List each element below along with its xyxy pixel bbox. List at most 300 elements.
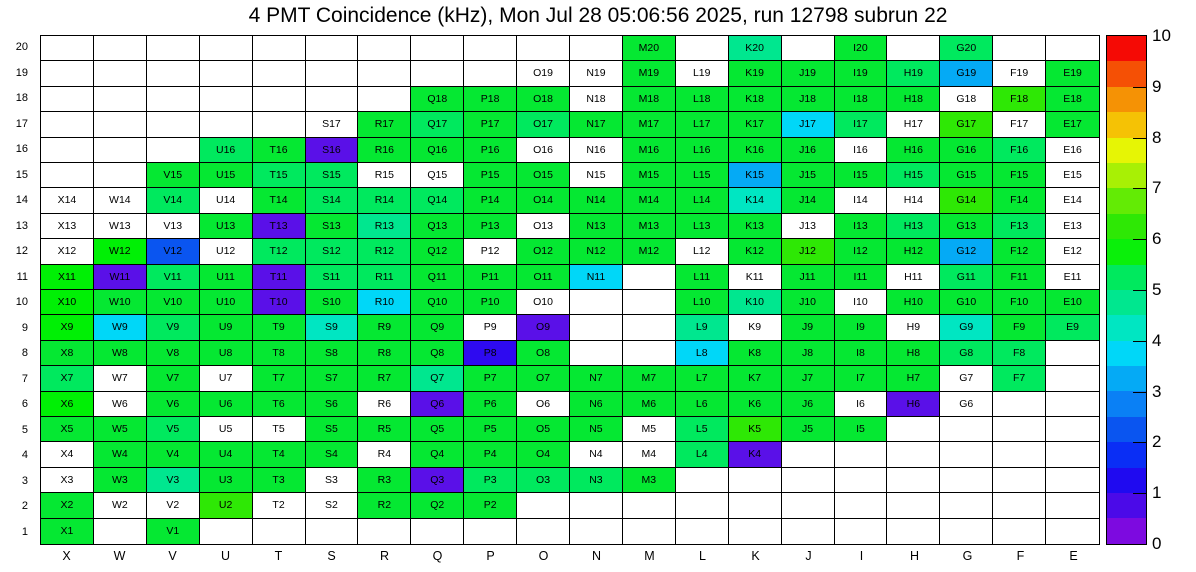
heatmap-cell-Q13: Q13 [411, 214, 464, 239]
colorbar-tick [1133, 239, 1146, 240]
heatmap-cell-empty [1046, 442, 1099, 467]
heatmap-cell-E17: E17 [1046, 112, 1099, 137]
colorbar-tick [1133, 138, 1146, 139]
x-tick-label: G [962, 549, 973, 563]
heatmap-cell-O17: O17 [517, 112, 570, 137]
x-tick-label: K [751, 549, 760, 563]
heatmap-cell-empty [306, 519, 359, 544]
y-tick-label: 15 [15, 168, 28, 181]
heatmap-cell-J6: J6 [782, 392, 835, 417]
heatmap-cell-V10: V10 [147, 290, 200, 315]
heatmap-cell-Q16: Q16 [411, 138, 464, 163]
x-tick-label: R [379, 549, 390, 563]
x-tick-label: E [1069, 549, 1078, 563]
colorbar-tick-label: 0 [1152, 534, 1162, 553]
colorbar-band [1107, 265, 1146, 290]
heatmap-cell-G14: G14 [940, 188, 993, 213]
heatmap-cell-J12: J12 [782, 239, 835, 264]
heatmap-cell-I11: I11 [835, 265, 888, 290]
colorbar-tick [1133, 341, 1146, 342]
colorbar-band [1107, 188, 1146, 213]
heatmap-cell-F18: F18 [993, 87, 1046, 112]
heatmap-cell-R2: R2 [358, 493, 411, 518]
heatmap-cell-empty [517, 36, 570, 61]
heatmap-cell-empty [411, 61, 464, 86]
heatmap-cell-V3: V3 [147, 468, 200, 493]
heatmap-cell-S13: S13 [306, 214, 359, 239]
heatmap-cell-S11: S11 [306, 265, 359, 290]
heatmap-cell-W12: W12 [94, 239, 147, 264]
heatmap-cell-G11: G11 [940, 265, 993, 290]
heatmap-cell-P5: P5 [464, 417, 517, 442]
heatmap-cell-empty [253, 36, 306, 61]
heatmap-cell-P2: P2 [464, 493, 517, 518]
heatmap-cell-K15: K15 [729, 163, 782, 188]
heatmap-cell-V2: V2 [147, 493, 200, 518]
y-tick-label: 12 [15, 245, 28, 257]
heatmap-cell-Q12: Q12 [411, 239, 464, 264]
heatmap-cell-R11: R11 [358, 265, 411, 290]
heatmap-cell-empty [782, 493, 835, 518]
heatmap-cell-R14: R14 [358, 188, 411, 213]
heatmap-cell-empty [41, 87, 94, 112]
heatmap-cell-F10: F10 [993, 290, 1046, 315]
heatmap-cell-O8: O8 [517, 341, 570, 366]
heatmap-cell-empty [623, 519, 676, 544]
colorbar-tick-label: 8 [1152, 127, 1162, 147]
heatmap-cell-F8: F8 [993, 341, 1046, 366]
heatmap-cell-empty [1046, 341, 1099, 366]
heatmap-cell-G15: G15 [940, 163, 993, 188]
heatmap-cell-P14: P14 [464, 188, 517, 213]
heatmap-cell-W11: W11 [94, 265, 147, 290]
heatmap-cell-empty [835, 442, 888, 467]
heatmap-cell-H17: H17 [887, 112, 940, 137]
heatmap-cell-H7: H7 [887, 366, 940, 391]
heatmap-cell-X5: X5 [41, 417, 94, 442]
heatmap-cell-I13: I13 [835, 214, 888, 239]
heatmap-cell-U13: U13 [200, 214, 253, 239]
heatmap-cell-U8: U8 [200, 341, 253, 366]
heatmap-cell-P10: P10 [464, 290, 517, 315]
heatmap-cell-empty [940, 468, 993, 493]
heatmap-cell-R7: R7 [358, 366, 411, 391]
heatmap-cell-W10: W10 [94, 290, 147, 315]
heatmap-cell-L18: L18 [676, 87, 729, 112]
heatmap-cell-empty [993, 36, 1046, 61]
heatmap-cell-N4: N4 [570, 442, 623, 467]
heatmap-cell-S8: S8 [306, 341, 359, 366]
y-tick-label: 6 [21, 398, 28, 410]
heatmap-cell-empty [1046, 36, 1099, 61]
heatmap-cell-O13: O13 [517, 214, 570, 239]
heatmap-cell-empty [623, 341, 676, 366]
heatmap-cell-empty [570, 36, 623, 61]
heatmap-cell-empty [1046, 417, 1099, 442]
x-tick-label: T [274, 549, 283, 563]
heatmap-cell-J8: J8 [782, 341, 835, 366]
heatmap-cell-empty [623, 290, 676, 315]
heatmap-cell-empty [1046, 366, 1099, 391]
heatmap-cell-V7: V7 [147, 366, 200, 391]
y-tick-label: 16 [15, 143, 28, 155]
heatmap-cell-U15: U15 [200, 163, 253, 188]
heatmap-cell-T16: T16 [253, 138, 306, 163]
heatmap-cell-P6: P6 [464, 392, 517, 417]
heatmap-cell-P3: P3 [464, 468, 517, 493]
heatmap-cell-W3: W3 [94, 468, 147, 493]
heatmap-cell-E15: E15 [1046, 163, 1099, 188]
heatmap-cell-H9: H9 [887, 315, 940, 340]
y-tick-label: 17 [15, 117, 28, 130]
heatmap-cell-J10: J10 [782, 290, 835, 315]
heatmap-cell-empty [517, 493, 570, 518]
heatmap-cell-empty [94, 138, 147, 163]
x-tick-label: W [113, 549, 126, 563]
heatmap-cell-H13: H13 [887, 214, 940, 239]
heatmap-cell-empty [570, 290, 623, 315]
heatmap-cell-N12: N12 [570, 239, 623, 264]
heatmap-cell-empty [41, 36, 94, 61]
heatmap-cell-empty [835, 493, 888, 518]
heatmap-cell-Q7: Q7 [411, 366, 464, 391]
heatmap-cell-X12: X12 [41, 239, 94, 264]
heatmap-cell-G17: G17 [940, 112, 993, 137]
heatmap-cell-R10: R10 [358, 290, 411, 315]
heatmap-cell-empty [411, 36, 464, 61]
colorbar-band [1107, 239, 1146, 264]
heatmap-cell-empty [940, 442, 993, 467]
heatmap-cell-L5: L5 [676, 417, 729, 442]
heatmap-cell-empty [464, 36, 517, 61]
colorbar-band [1107, 417, 1146, 442]
heatmap-cell-empty [676, 493, 729, 518]
heatmap-cell-empty [940, 417, 993, 442]
heatmap-cell-empty [835, 468, 888, 493]
heatmap-cell-empty [940, 519, 993, 544]
heatmap-grid [40, 35, 1100, 545]
colorbar-band [1107, 138, 1146, 163]
x-tick-label: F [1016, 549, 1025, 563]
heatmap-cell-X11: X11 [41, 265, 94, 290]
heatmap-cell-L4: L4 [676, 442, 729, 467]
heatmap-cell-U16: U16 [200, 138, 253, 163]
heatmap-cell-X4: X4 [41, 442, 94, 467]
heatmap-cell-P7: P7 [464, 366, 517, 391]
heatmap-cell-T10: T10 [253, 290, 306, 315]
heatmap-cell-H12: H12 [887, 239, 940, 264]
heatmap-cell-G19: G19 [940, 61, 993, 86]
heatmap-cell-M19: M19 [623, 61, 676, 86]
heatmap-cell-empty [887, 519, 940, 544]
heatmap-cell-empty [887, 36, 940, 61]
heatmap-cell-empty [358, 61, 411, 86]
heatmap-cell-empty [94, 112, 147, 137]
heatmap-cell-M16: M16 [623, 138, 676, 163]
heatmap-cell-O11: O11 [517, 265, 570, 290]
x-tick-label: X [62, 549, 71, 563]
heatmap-cell-X2: X2 [41, 493, 94, 518]
heatmap-cell-Q4: Q4 [411, 442, 464, 467]
heatmap-cell-empty [147, 87, 200, 112]
colorbar-tick [1133, 392, 1146, 393]
heatmap-cell-O4: O4 [517, 442, 570, 467]
heatmap-cell-empty [1046, 519, 1099, 544]
heatmap-cell-T12: T12 [253, 239, 306, 264]
heatmap-cell-empty [147, 138, 200, 163]
heatmap-cell-K8: K8 [729, 341, 782, 366]
heatmap-cell-W7: W7 [94, 366, 147, 391]
heatmap-cell-empty [94, 519, 147, 544]
heatmap-cell-Q10: Q10 [411, 290, 464, 315]
heatmap-cell-J14: J14 [782, 188, 835, 213]
heatmap-cell-R8: R8 [358, 341, 411, 366]
heatmap-cell-I17: I17 [835, 112, 888, 137]
heatmap-cell-U3: U3 [200, 468, 253, 493]
colorbar-band [1107, 87, 1146, 112]
heatmap-cell-X13: X13 [41, 214, 94, 239]
heatmap-cell-R17: R17 [358, 112, 411, 137]
heatmap-cell-empty [94, 61, 147, 86]
heatmap-cell-I14: I14 [835, 188, 888, 213]
heatmap-cell-U7: U7 [200, 366, 253, 391]
heatmap-cell-L17: L17 [676, 112, 729, 137]
heatmap-cell-F15: F15 [993, 163, 1046, 188]
heatmap-cell-O12: O12 [517, 239, 570, 264]
heatmap-cell-T3: T3 [253, 468, 306, 493]
heatmap-cell-L7: L7 [676, 366, 729, 391]
heatmap-cell-empty [41, 138, 94, 163]
heatmap-cell-I6: I6 [835, 392, 888, 417]
heatmap-cell-V15: V15 [147, 163, 200, 188]
heatmap-cell-M15: M15 [623, 163, 676, 188]
heatmap-cell-empty [729, 468, 782, 493]
heatmap-cell-P18: P18 [464, 87, 517, 112]
heatmap-cell-K13: K13 [729, 214, 782, 239]
heatmap-cell-J19: J19 [782, 61, 835, 86]
heatmap-cell-E13: E13 [1046, 214, 1099, 239]
heatmap-cell-empty [200, 112, 253, 137]
heatmap-cell-S9: S9 [306, 315, 359, 340]
y-tick-label: 11 [16, 270, 28, 283]
heatmap-cell-V13: V13 [147, 214, 200, 239]
heatmap-cell-F19: F19 [993, 61, 1046, 86]
colorbar-band [1107, 214, 1146, 239]
heatmap-cell-empty [306, 36, 359, 61]
heatmap-cell-G6: G6 [940, 392, 993, 417]
colorbar-tick-label: 10 [1152, 26, 1171, 45]
heatmap-cell-T7: T7 [253, 366, 306, 391]
heatmap-cell-E19: E19 [1046, 61, 1099, 86]
heatmap-cell-N18: N18 [570, 87, 623, 112]
heatmap-cell-X7: X7 [41, 366, 94, 391]
heatmap-cell-N13: N13 [570, 214, 623, 239]
heatmap-cell-I10: I10 [835, 290, 888, 315]
heatmap-cell-K20: K20 [729, 36, 782, 61]
y-tick-label: 18 [15, 92, 28, 104]
heatmap-cell-O10: O10 [517, 290, 570, 315]
heatmap-cell-Q11: Q11 [411, 265, 464, 290]
heatmap-cell-K9: K9 [729, 315, 782, 340]
heatmap-cell-empty [676, 36, 729, 61]
colorbar-tick-label: 9 [1152, 76, 1162, 96]
heatmap-cell-P4: P4 [464, 442, 517, 467]
heatmap-cell-K16: K16 [729, 138, 782, 163]
heatmap-cell-P11: P11 [464, 265, 517, 290]
heatmap-cell-K11: K11 [729, 265, 782, 290]
heatmap-cell-S15: S15 [306, 163, 359, 188]
heatmap-cell-L16: L16 [676, 138, 729, 163]
heatmap-cell-empty [200, 61, 253, 86]
heatmap-cell-P15: P15 [464, 163, 517, 188]
heatmap-cell-Q8: Q8 [411, 341, 464, 366]
heatmap-cell-empty [623, 315, 676, 340]
heatmap-cell-O7: O7 [517, 366, 570, 391]
heatmap-cell-X8: X8 [41, 341, 94, 366]
heatmap-cell-J5: J5 [782, 417, 835, 442]
heatmap-cell-T13: T13 [253, 214, 306, 239]
heatmap-cell-I16: I16 [835, 138, 888, 163]
heatmap-cell-X3: X3 [41, 468, 94, 493]
y-tick-label: 19 [15, 66, 28, 79]
heatmap-cell-W8: W8 [94, 341, 147, 366]
heatmap-cell-J13: J13 [782, 214, 835, 239]
heatmap-cell-empty [993, 493, 1046, 518]
heatmap-cell-O15: O15 [517, 163, 570, 188]
heatmap-cell-empty [782, 468, 835, 493]
heatmap-cell-empty [887, 417, 940, 442]
heatmap-cell-O3: O3 [517, 468, 570, 493]
y-tick-label: 10 [15, 296, 28, 308]
heatmap-cell-empty [887, 468, 940, 493]
heatmap-cell-M14: M14 [623, 188, 676, 213]
heatmap-cell-H10: H10 [887, 290, 940, 315]
colorbar-band [1107, 442, 1146, 467]
x-tick-label: U [220, 549, 231, 563]
heatmap-cell-Q5: Q5 [411, 417, 464, 442]
heatmap-cell-Q14: Q14 [411, 188, 464, 213]
heatmap-cell-T11: T11 [253, 265, 306, 290]
colorbar-tick-label: 3 [1152, 381, 1162, 401]
heatmap-cell-F13: F13 [993, 214, 1046, 239]
heatmap-cell-H18: H18 [887, 87, 940, 112]
heatmap-cell-R12: R12 [358, 239, 411, 264]
heatmap-cell-X10: X10 [41, 290, 94, 315]
heatmap-cell-T9: T9 [253, 315, 306, 340]
heatmap-cell-P9: P9 [464, 315, 517, 340]
heatmap-cell-V8: V8 [147, 341, 200, 366]
heatmap-cell-O9: O9 [517, 315, 570, 340]
heatmap-cell-empty [729, 493, 782, 518]
colorbar-band [1107, 36, 1146, 61]
heatmap-cell-G10: G10 [940, 290, 993, 315]
heatmap-cell-J18: J18 [782, 87, 835, 112]
heatmap-cell-M5: M5 [623, 417, 676, 442]
heatmap-cell-empty [940, 493, 993, 518]
heatmap-cell-S2: S2 [306, 493, 359, 518]
heatmap-cell-empty [200, 519, 253, 544]
heatmap-cell-U11: U11 [200, 265, 253, 290]
heatmap-cell-empty [358, 36, 411, 61]
heatmap-cell-S16: S16 [306, 138, 359, 163]
heatmap-cell-K6: K6 [729, 392, 782, 417]
heatmap-cell-L15: L15 [676, 163, 729, 188]
heatmap-cell-N6: N6 [570, 392, 623, 417]
heatmap-cell-empty [623, 265, 676, 290]
colorbar-band [1107, 61, 1146, 86]
heatmap-cell-empty [306, 61, 359, 86]
heatmap-cell-S6: S6 [306, 392, 359, 417]
heatmap-cell-empty [993, 519, 1046, 544]
colorbar-band [1107, 163, 1146, 188]
heatmap-cell-N14: N14 [570, 188, 623, 213]
heatmap-cell-empty [676, 468, 729, 493]
heatmap-cell-empty [147, 61, 200, 86]
heatmap-cell-empty [570, 315, 623, 340]
heatmap-cell-J9: J9 [782, 315, 835, 340]
heatmap-cell-M3: M3 [623, 468, 676, 493]
heatmap-cell-E14: E14 [1046, 188, 1099, 213]
heatmap-cell-M4: M4 [623, 442, 676, 467]
heatmap-cell-empty [253, 87, 306, 112]
heatmap-cell-Q17: Q17 [411, 112, 464, 137]
heatmap-cell-empty [200, 87, 253, 112]
heatmap-cell-U6: U6 [200, 392, 253, 417]
heatmap-cell-G20: G20 [940, 36, 993, 61]
heatmap-cell-G8: G8 [940, 341, 993, 366]
colorbar-tick [1133, 493, 1146, 494]
heatmap-cell-V6: V6 [147, 392, 200, 417]
heatmap-cell-E16: E16 [1046, 138, 1099, 163]
x-tick-label: V [168, 549, 177, 563]
x-tick-label: S [327, 549, 336, 563]
heatmap-cell-M6: M6 [623, 392, 676, 417]
heatmap-cell-P17: P17 [464, 112, 517, 137]
heatmap-cell-E18: E18 [1046, 87, 1099, 112]
heatmap-cell-U10: U10 [200, 290, 253, 315]
heatmap-cell-S3: S3 [306, 468, 359, 493]
heatmap-cell-O5: O5 [517, 417, 570, 442]
heatmap-cell-K19: K19 [729, 61, 782, 86]
colorbar-band [1107, 391, 1146, 416]
heatmap-cell-M7: M7 [623, 366, 676, 391]
heatmap-cell-empty [570, 519, 623, 544]
heatmap-cell-K12: K12 [729, 239, 782, 264]
heatmap-cell-empty [1046, 468, 1099, 493]
colorbar-tick [1133, 188, 1146, 189]
heatmap-cell-S17: S17 [306, 112, 359, 137]
y-tick-label: 7 [21, 372, 28, 385]
heatmap-cell-U9: U9 [200, 315, 253, 340]
heatmap-cell-R6: R6 [358, 392, 411, 417]
heatmap-cell-I18: I18 [835, 87, 888, 112]
heatmap-cell-L19: L19 [676, 61, 729, 86]
colorbar [1106, 35, 1147, 545]
heatmap-cell-empty [94, 36, 147, 61]
heatmap-cell-P8: P8 [464, 341, 517, 366]
heatmap-cell-W14: W14 [94, 188, 147, 213]
heatmap-cell-V9: V9 [147, 315, 200, 340]
heatmap-cell-G9: G9 [940, 315, 993, 340]
colorbar-tick-label: 1 [1152, 483, 1162, 503]
heatmap-cell-T14: T14 [253, 188, 306, 213]
heatmap-cell-N5: N5 [570, 417, 623, 442]
heatmap-cell-S5: S5 [306, 417, 359, 442]
y-tick-label: 13 [15, 219, 28, 232]
heatmap-cell-W13: W13 [94, 214, 147, 239]
heatmap-cell-empty [887, 493, 940, 518]
heatmap-cell-I9: I9 [835, 315, 888, 340]
